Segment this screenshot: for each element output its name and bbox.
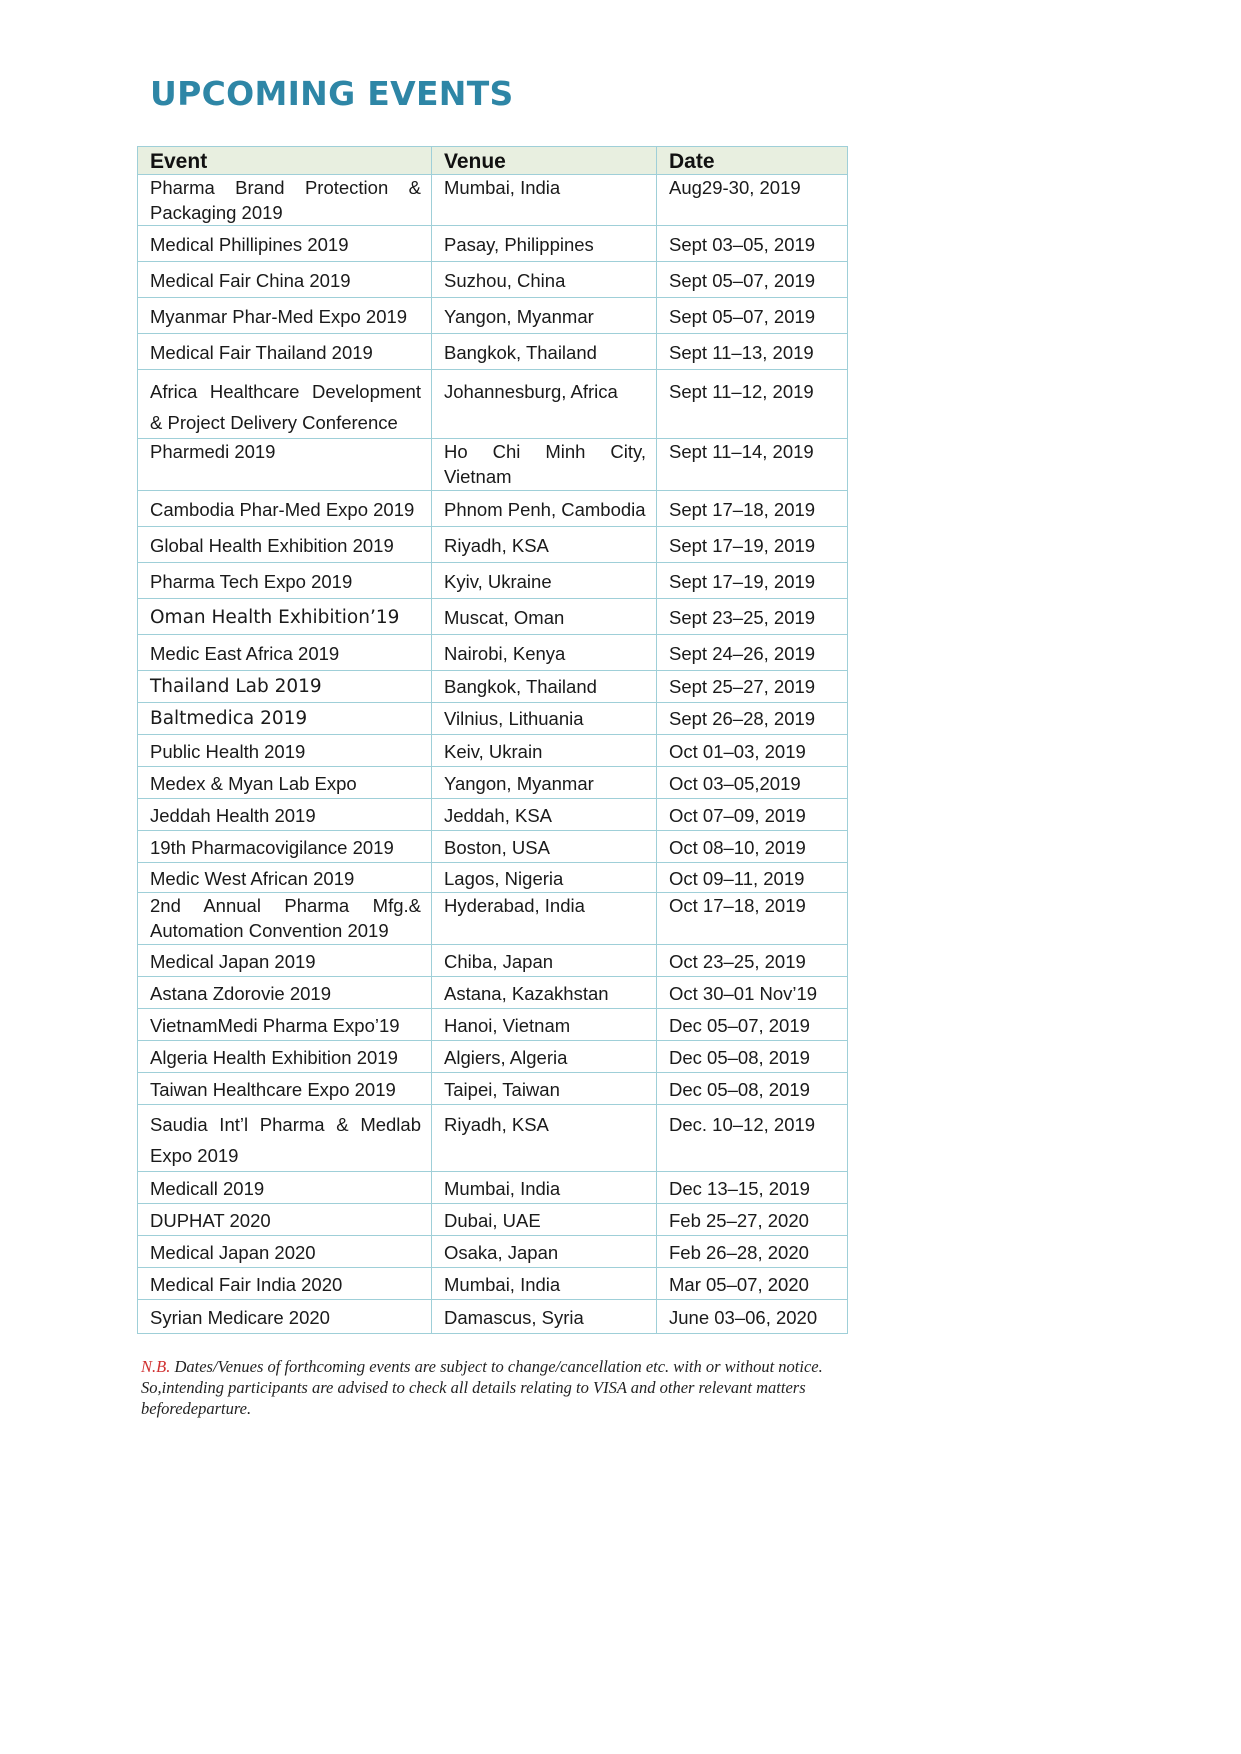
table-row bbox=[138, 1041, 848, 1073]
date-cell: Oct 08–10, 2019 bbox=[657, 831, 848, 863]
date-cell: Oct 30–01 Nov’19 bbox=[657, 977, 848, 1009]
event-cell: Pharma Brand Protection & Packaging 2019 bbox=[138, 175, 432, 226]
venue-cell: Keiv, Ukrain bbox=[432, 735, 657, 767]
date-cell: Dec 05–07, 2019 bbox=[657, 1009, 848, 1041]
table-row bbox=[138, 226, 848, 262]
table-row bbox=[138, 370, 848, 439]
date-cell: Oct 07–09, 2019 bbox=[657, 799, 848, 831]
event-cell: Global Health Exhibition 2019 bbox=[138, 527, 432, 563]
venue-cell: Ho Chi Minh City, Vietnam bbox=[432, 439, 657, 491]
table-row bbox=[138, 563, 848, 599]
event-cell: Medex & Myan Lab Expo bbox=[138, 767, 432, 799]
table-row bbox=[138, 1268, 848, 1300]
table-row bbox=[138, 735, 848, 767]
page-title: UPCOMING EVENTS bbox=[150, 74, 514, 113]
venue-cell: Hanoi, Vietnam bbox=[432, 1009, 657, 1041]
event-cell: VietnamMedi Pharma Expo’19 bbox=[138, 1009, 432, 1041]
header-event: Event bbox=[138, 147, 432, 175]
event-cell: Myanmar Phar-Med Expo 2019 bbox=[138, 298, 432, 334]
table-row bbox=[138, 1105, 848, 1172]
table-header-row bbox=[138, 147, 848, 175]
venue-cell: Lagos, Nigeria bbox=[432, 863, 657, 893]
date-cell: Oct 01–03, 2019 bbox=[657, 735, 848, 767]
table-row bbox=[138, 863, 848, 893]
table-row bbox=[138, 703, 848, 735]
venue-cell: Bangkok, Thailand bbox=[432, 671, 657, 703]
table-row bbox=[138, 799, 848, 831]
venue-cell: Kyiv, Ukraine bbox=[432, 563, 657, 599]
event-cell: Medic West African 2019 bbox=[138, 863, 432, 893]
venue-cell: Taipei, Taiwan bbox=[432, 1073, 657, 1105]
date-cell: Aug29-30, 2019 bbox=[657, 175, 848, 226]
event-cell: Oman Health Exhibition’19 bbox=[138, 599, 432, 635]
date-cell: Feb 25–27, 2020 bbox=[657, 1204, 848, 1236]
venue-cell: Astana, Kazakhstan bbox=[432, 977, 657, 1009]
venue-cell: Jeddah, KSA bbox=[432, 799, 657, 831]
venue-cell: Damascus, Syria bbox=[432, 1300, 657, 1334]
date-cell: Feb 26–28, 2020 bbox=[657, 1236, 848, 1268]
event-cell: Medical Phillipines 2019 bbox=[138, 226, 432, 262]
table-row bbox=[138, 1236, 848, 1268]
date-cell: Dec 05–08, 2019 bbox=[657, 1041, 848, 1073]
venue-cell: Yangon, Myanmar bbox=[432, 298, 657, 334]
header-date: Date bbox=[657, 147, 848, 175]
table-row bbox=[138, 945, 848, 977]
event-cell: Medical Japan 2020 bbox=[138, 1236, 432, 1268]
event-cell: Public Health 2019 bbox=[138, 735, 432, 767]
date-cell: Sept 11–14, 2019 bbox=[657, 439, 848, 491]
venue-cell: Chiba, Japan bbox=[432, 945, 657, 977]
date-cell: Sept 25–27, 2019 bbox=[657, 671, 848, 703]
table-row bbox=[138, 491, 848, 527]
table-row bbox=[138, 671, 848, 703]
event-cell: Astana Zdorovie 2019 bbox=[138, 977, 432, 1009]
date-cell: Sept 17–19, 2019 bbox=[657, 563, 848, 599]
date-cell: Mar 05–07, 2020 bbox=[657, 1268, 848, 1300]
table-row bbox=[138, 831, 848, 863]
note-label: N.B. bbox=[141, 1357, 171, 1376]
table-row bbox=[138, 1009, 848, 1041]
event-cell: Syrian Medicare 2020 bbox=[138, 1300, 432, 1334]
table-row bbox=[138, 599, 848, 635]
event-cell: Medical Fair Thailand 2019 bbox=[138, 334, 432, 370]
venue-cell: Boston, USA bbox=[432, 831, 657, 863]
venue-cell: Phnom Penh, Cambodia bbox=[432, 491, 657, 527]
event-cell: DUPHAT 2020 bbox=[138, 1204, 432, 1236]
date-cell: Oct 09–11, 2019 bbox=[657, 863, 848, 893]
table-row bbox=[138, 298, 848, 334]
event-cell: 19th Pharmacovigilance 2019 bbox=[138, 831, 432, 863]
date-cell: Dec. 10–12, 2019 bbox=[657, 1105, 848, 1172]
date-cell: Sept 24–26, 2019 bbox=[657, 635, 848, 671]
venue-cell: Dubai, UAE bbox=[432, 1204, 657, 1236]
table-row bbox=[138, 1300, 848, 1334]
venue-cell: Hyderabad, India bbox=[432, 893, 657, 945]
date-cell: Dec 13–15, 2019 bbox=[657, 1172, 848, 1204]
event-cell: Cambodia Phar-Med Expo 2019 bbox=[138, 491, 432, 527]
table-row bbox=[138, 262, 848, 298]
venue-cell: Algiers, Algeria bbox=[432, 1041, 657, 1073]
venue-cell: Johannesburg, Africa bbox=[432, 370, 657, 439]
venue-cell: Bangkok, Thailand bbox=[432, 334, 657, 370]
table-row bbox=[138, 767, 848, 799]
date-cell: Sept 26–28, 2019 bbox=[657, 703, 848, 735]
date-cell: Sept 11–13, 2019 bbox=[657, 334, 848, 370]
venue-cell: Muscat, Oman bbox=[432, 599, 657, 635]
date-cell: Sept 05–07, 2019 bbox=[657, 298, 848, 334]
table-row bbox=[138, 1073, 848, 1105]
table-row bbox=[138, 439, 848, 491]
venue-cell: Nairobi, Kenya bbox=[432, 635, 657, 671]
event-cell: Thailand Lab 2019 bbox=[138, 671, 432, 703]
venue-cell: Pasay, Philippines bbox=[432, 226, 657, 262]
venue-cell: Mumbai, India bbox=[432, 1268, 657, 1300]
table-row bbox=[138, 1172, 848, 1204]
venue-cell: Yangon, Myanmar bbox=[432, 767, 657, 799]
events-table bbox=[137, 146, 848, 1334]
venue-cell: Mumbai, India bbox=[432, 1172, 657, 1204]
date-cell: Sept 11–12, 2019 bbox=[657, 370, 848, 439]
venue-cell: Osaka, Japan bbox=[432, 1236, 657, 1268]
table-row bbox=[138, 977, 848, 1009]
venue-cell: Vilnius, Lithuania bbox=[432, 703, 657, 735]
event-cell: Pharma Tech Expo 2019 bbox=[138, 563, 432, 599]
venue-cell: Riyadh, KSA bbox=[432, 527, 657, 563]
event-cell: Medical Japan 2019 bbox=[138, 945, 432, 977]
table-row bbox=[138, 1204, 848, 1236]
event-cell: Algeria Health Exhibition 2019 bbox=[138, 1041, 432, 1073]
date-cell: Sept 17–18, 2019 bbox=[657, 491, 848, 527]
date-cell: June 03–06, 2020 bbox=[657, 1300, 848, 1334]
table-row bbox=[138, 635, 848, 671]
header-venue: Venue bbox=[432, 147, 657, 175]
disclaimer-note bbox=[141, 1356, 841, 1419]
event-cell: 2nd Annual Pharma Mfg.& Automation Convention 2019 bbox=[138, 893, 432, 945]
event-cell: Medical Fair India 2020 bbox=[138, 1268, 432, 1300]
venue-cell: Mumbai, India bbox=[432, 175, 657, 226]
date-cell: Oct 17–18, 2019 bbox=[657, 893, 848, 945]
event-cell: Medicall 2019 bbox=[138, 1172, 432, 1204]
event-cell: Africa Healthcare Development & Project Delivery Conference bbox=[138, 370, 432, 439]
event-cell: Taiwan Healthcare Expo 2019 bbox=[138, 1073, 432, 1105]
note-text: Dates/Venues of forthcoming events are subject to change/cancellation etc. with or without notice. So,intending participants are advised to check all details relating to VISA and other relevant matters beforedeparture. bbox=[141, 1357, 823, 1418]
event-cell: Baltmedica 2019 bbox=[138, 703, 432, 735]
date-cell: Dec 05–08, 2019 bbox=[657, 1073, 848, 1105]
table-row bbox=[138, 175, 848, 226]
event-cell: Jeddah Health 2019 bbox=[138, 799, 432, 831]
table-row bbox=[138, 893, 848, 945]
date-cell: Oct 23–25, 2019 bbox=[657, 945, 848, 977]
event-cell: Medical Fair China 2019 bbox=[138, 262, 432, 298]
venue-cell: Riyadh, KSA bbox=[432, 1105, 657, 1172]
table-row bbox=[138, 527, 848, 563]
table-row bbox=[138, 334, 848, 370]
event-cell: Saudia Int’l Pharma & Medlab Expo 2019 bbox=[138, 1105, 432, 1172]
date-cell: Sept 03–05, 2019 bbox=[657, 226, 848, 262]
date-cell: Oct 03–05,2019 bbox=[657, 767, 848, 799]
event-cell: Medic East Africa 2019 bbox=[138, 635, 432, 671]
date-cell: Sept 23–25, 2019 bbox=[657, 599, 848, 635]
date-cell: Sept 17–19, 2019 bbox=[657, 527, 848, 563]
event-cell: Pharmedi 2019 bbox=[138, 439, 432, 491]
venue-cell: Suzhou, China bbox=[432, 262, 657, 298]
date-cell: Sept 05–07, 2019 bbox=[657, 262, 848, 298]
